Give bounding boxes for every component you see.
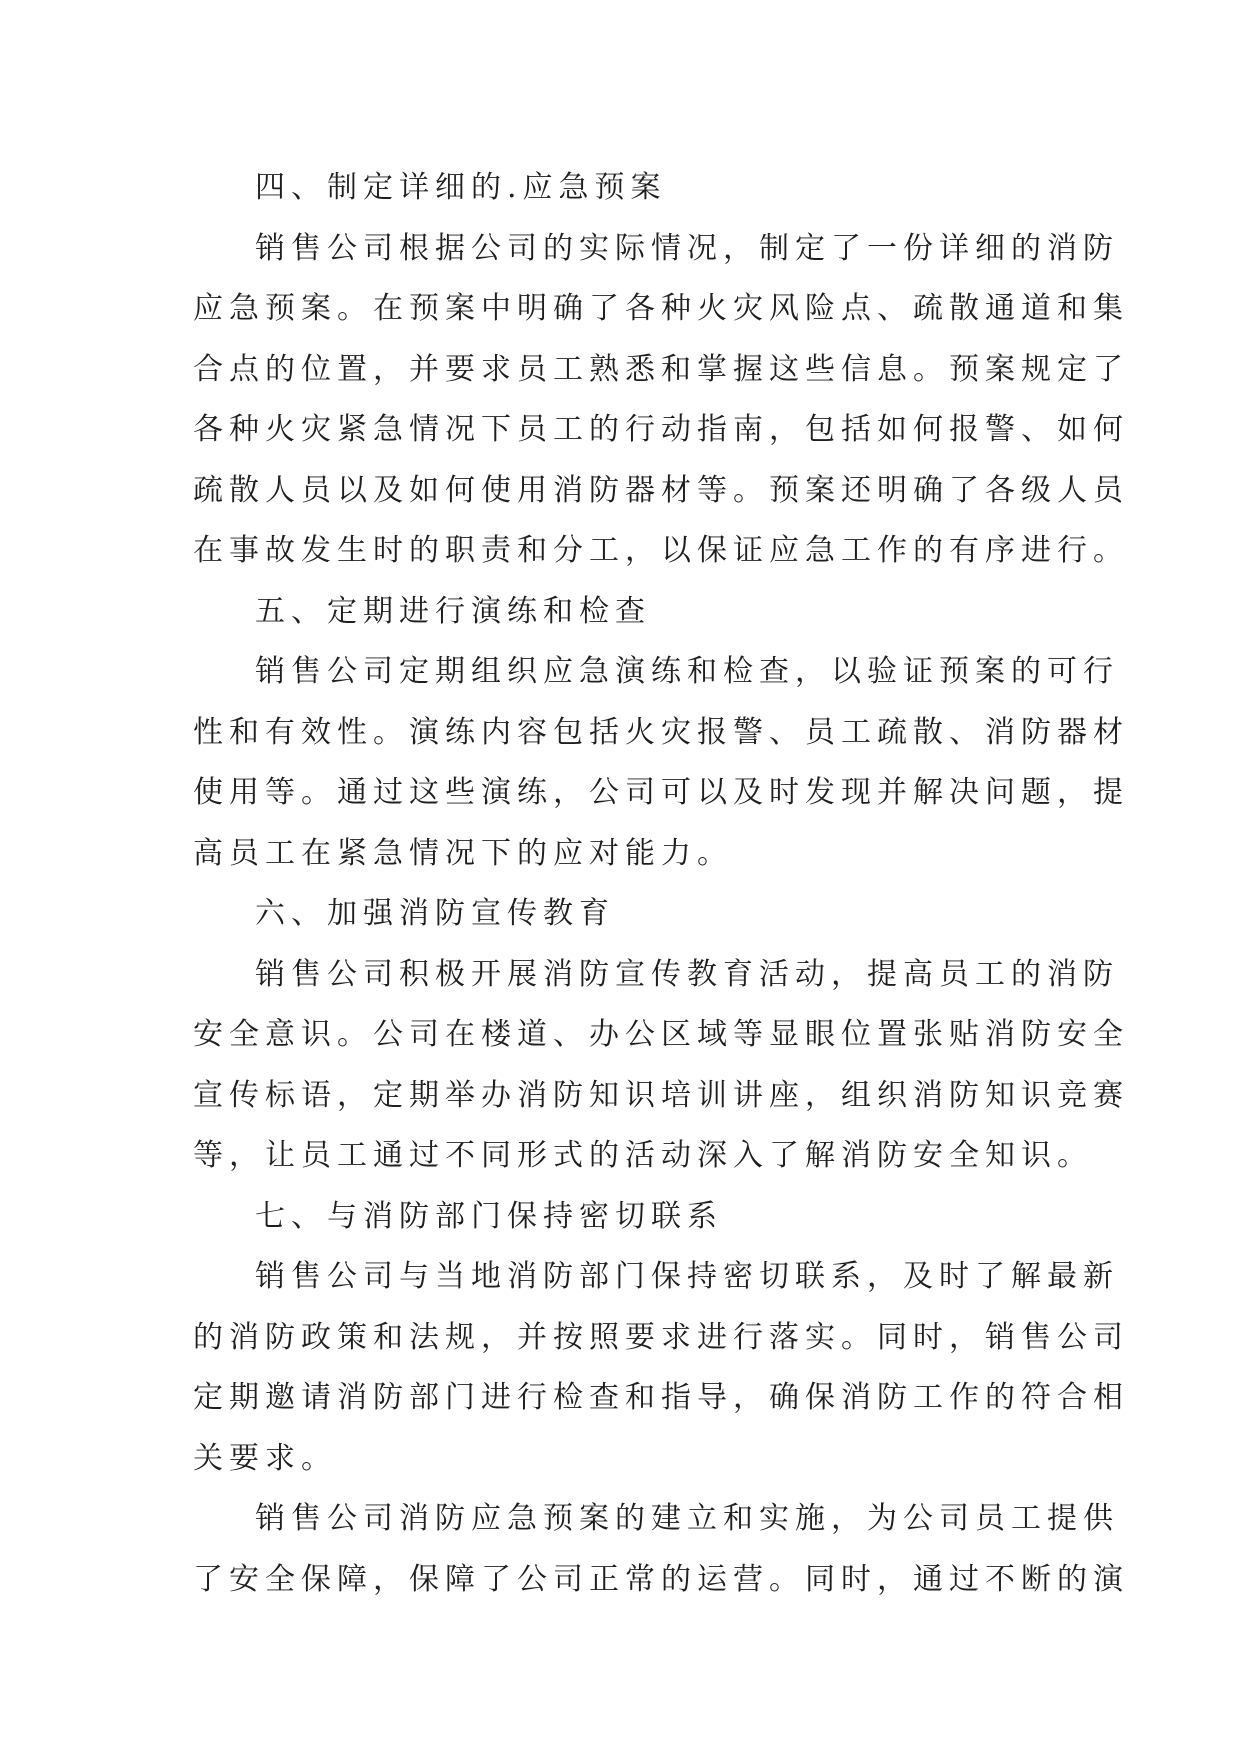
paragraph-line: 合点的位置，并要求员工熟悉和掌握这些信息。预案规定了 <box>193 351 1129 387</box>
paragraph-line: 了安全保障，保障了公司正常的运营。同时，通过不断的演 <box>193 1561 1129 1597</box>
section-heading: 六、加强消防宣传教育 <box>255 896 615 931</box>
paragraph-line: 宣传标语，定期举办消防知识培训讲座，组织消防知识竞赛 <box>193 1077 1129 1113</box>
paragraph-line: 关要求。 <box>193 1440 337 1476</box>
paragraph-line: 销售公司定期组织应急演练和检查，以验证预案的可行 <box>255 654 1119 689</box>
paragraph-line: 各种火灾紧急情况下员工的行动指南，包括如何报警、如何 <box>193 412 1129 447</box>
paragraph-line: 销售公司根据公司的实际情况，制定了一份详细的消防 <box>255 230 1119 266</box>
paragraph-line: 在事故发生时的职责和分工，以保证应急工作的有序进行。 <box>193 533 1129 568</box>
document-body <box>193 158 1129 1610</box>
paragraph-line: 定期邀请消防部门进行检查和指导，确保消防工作的符合相 <box>193 1380 1129 1415</box>
paragraph-line: 销售公司与当地消防部门保持密切联系，及时了解最新 <box>255 1259 1119 1294</box>
paragraph-line: 安全意识。公司在楼道、办公区域等显眼位置张贴消防安全 <box>193 1017 1129 1052</box>
paragraph-line: 性和有效性。演练内容包括火灾报警、员工疏散、消防器材 <box>193 714 1129 750</box>
paragraph-line: 疏散人员以及如何使用消防器材等。预案还明确了各级人员 <box>193 472 1129 508</box>
paragraph-line: 等，让员工通过不同形式的活动深入了解消防安全知识。 <box>193 1138 1093 1173</box>
section-heading: 七、与消防部门保持密切联系 <box>255 1198 723 1234</box>
paragraph-line: 高员工在紧急情况下的应对能力。 <box>193 835 733 871</box>
paragraph-line: 的消防政策和法规，并按照要求进行落实。同时，销售公司 <box>193 1319 1129 1355</box>
paragraph-line: 使用等。通过这些演练，公司可以及时发现并解决问题，提 <box>193 775 1129 810</box>
section-heading: 五、定期进行演练和检查 <box>255 593 651 629</box>
paragraph-line: 应急预案。在预案中明确了各种火灾风险点、疏散通道和集 <box>193 291 1129 326</box>
paragraph-line: 销售公司积极开展消防宣传教育活动，提高员工的消防 <box>255 956 1119 992</box>
section-heading: 四、制定详细的.应急预案 <box>255 170 667 205</box>
paragraph-line: 销售公司消防应急预案的建立和实施，为公司员工提供 <box>255 1501 1119 1536</box>
